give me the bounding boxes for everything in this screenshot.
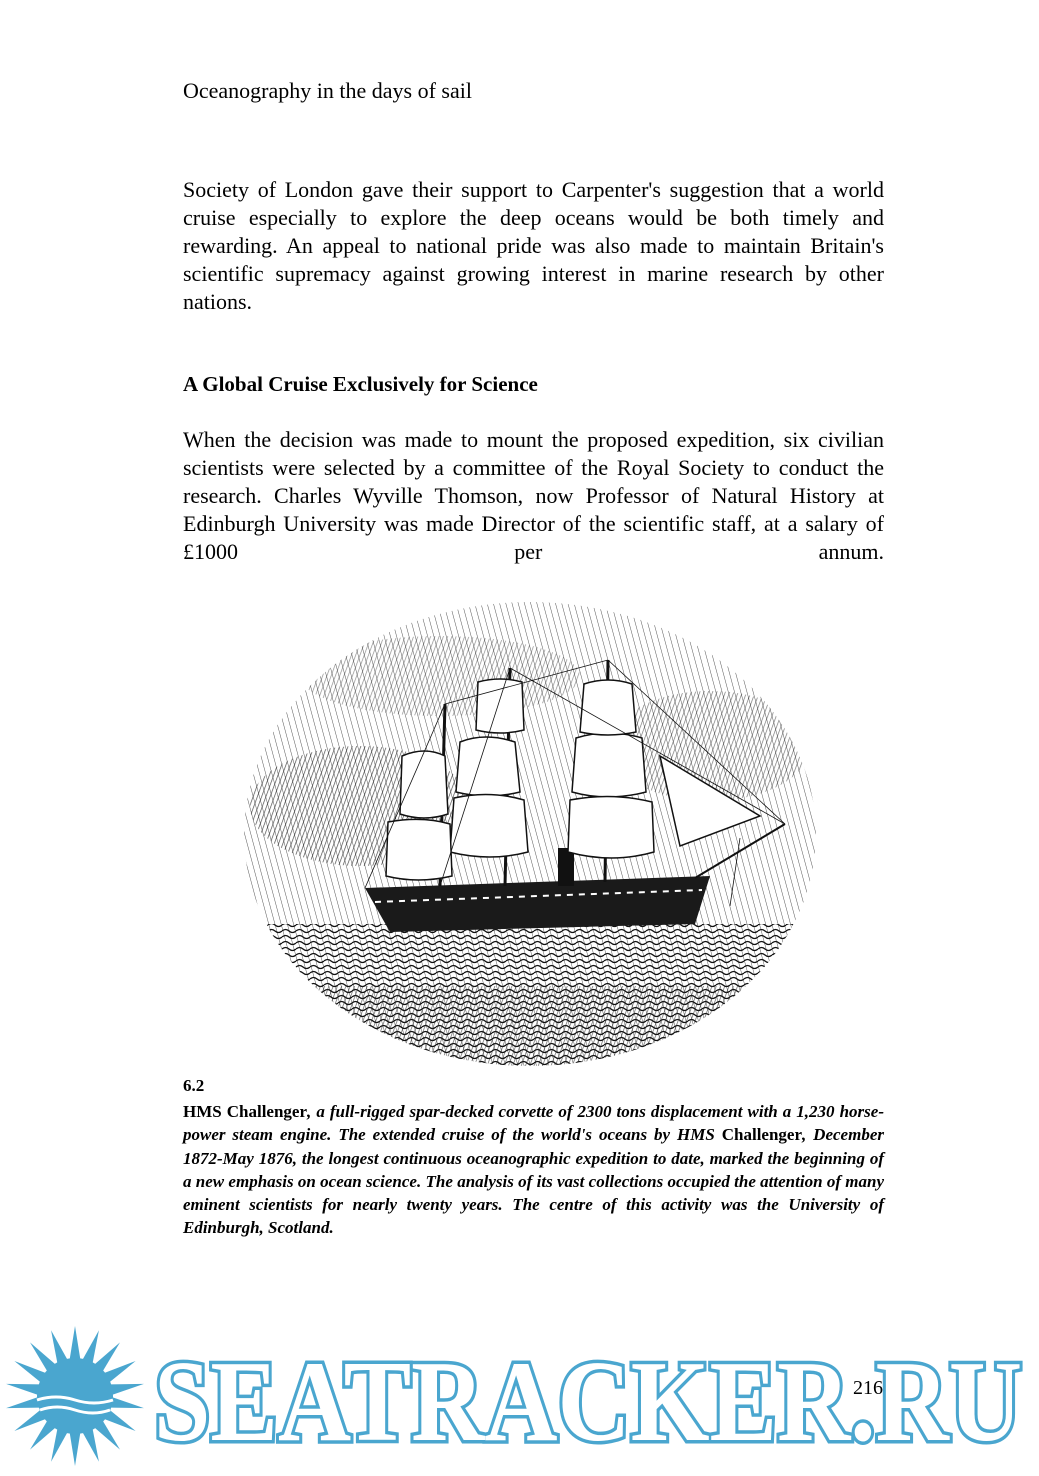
watermark-text: SEATRACKER.RU — [154, 1338, 1022, 1466]
caption-ship-name-2: Challenger — [721, 1125, 803, 1145]
running-head: Oceanography in the days of sail — [183, 78, 472, 103]
ship-engraving-illustration — [240, 586, 820, 1070]
body-paragraph-2: When the decision was made to mount the proposed expedition, six civilian scientists were selected by a committee of the Royal Society to conduct the research. Charles Wyville Thomson, now Professor of Natural History at Edinburgh University was made Director of the scientific staff, at a salary of £1000 per annum. — [183, 427, 884, 564]
caption-ship-name-1: HMS Challenger — [183, 1102, 308, 1121]
sun-logo-icon — [5, 1326, 146, 1466]
figure-caption — [183, 1100, 884, 1240]
caption-text-2: , December 1872-May 1876, the longest continuous oceanographic expedition to date, marked the beginning of a new emphasis on ocean science. The analysis of its vast collections occupied the attention of many eminent scientists for nearly twenty years. The centre of this activity was the University of Edinburgh, Scotland. — [183, 1125, 884, 1238]
section-heading: A Global Cruise Exclusively for Science — [183, 372, 538, 396]
page-number: 216 — [853, 1377, 883, 1399]
figure-number: 6.2 — [183, 1076, 205, 1095]
caption-text-1: , a full-rigged spar-decked corvette of 2300 tons displacement with a 1,230 horse-power steam engine. The extended cruise of the world's oceans by HMS — [183, 1102, 884, 1145]
seatracker-watermark — [0, 1318, 1039, 1476]
body-paragraph-1: Society of London gave their support to Carpenter's suggestion that a world cruise especially to explore the deep oceans would be both timely and rewarding. An appeal to national pride was also made to maintain Britain's scientific supremacy against growing interest in marine research by other nations. — [183, 177, 884, 314]
